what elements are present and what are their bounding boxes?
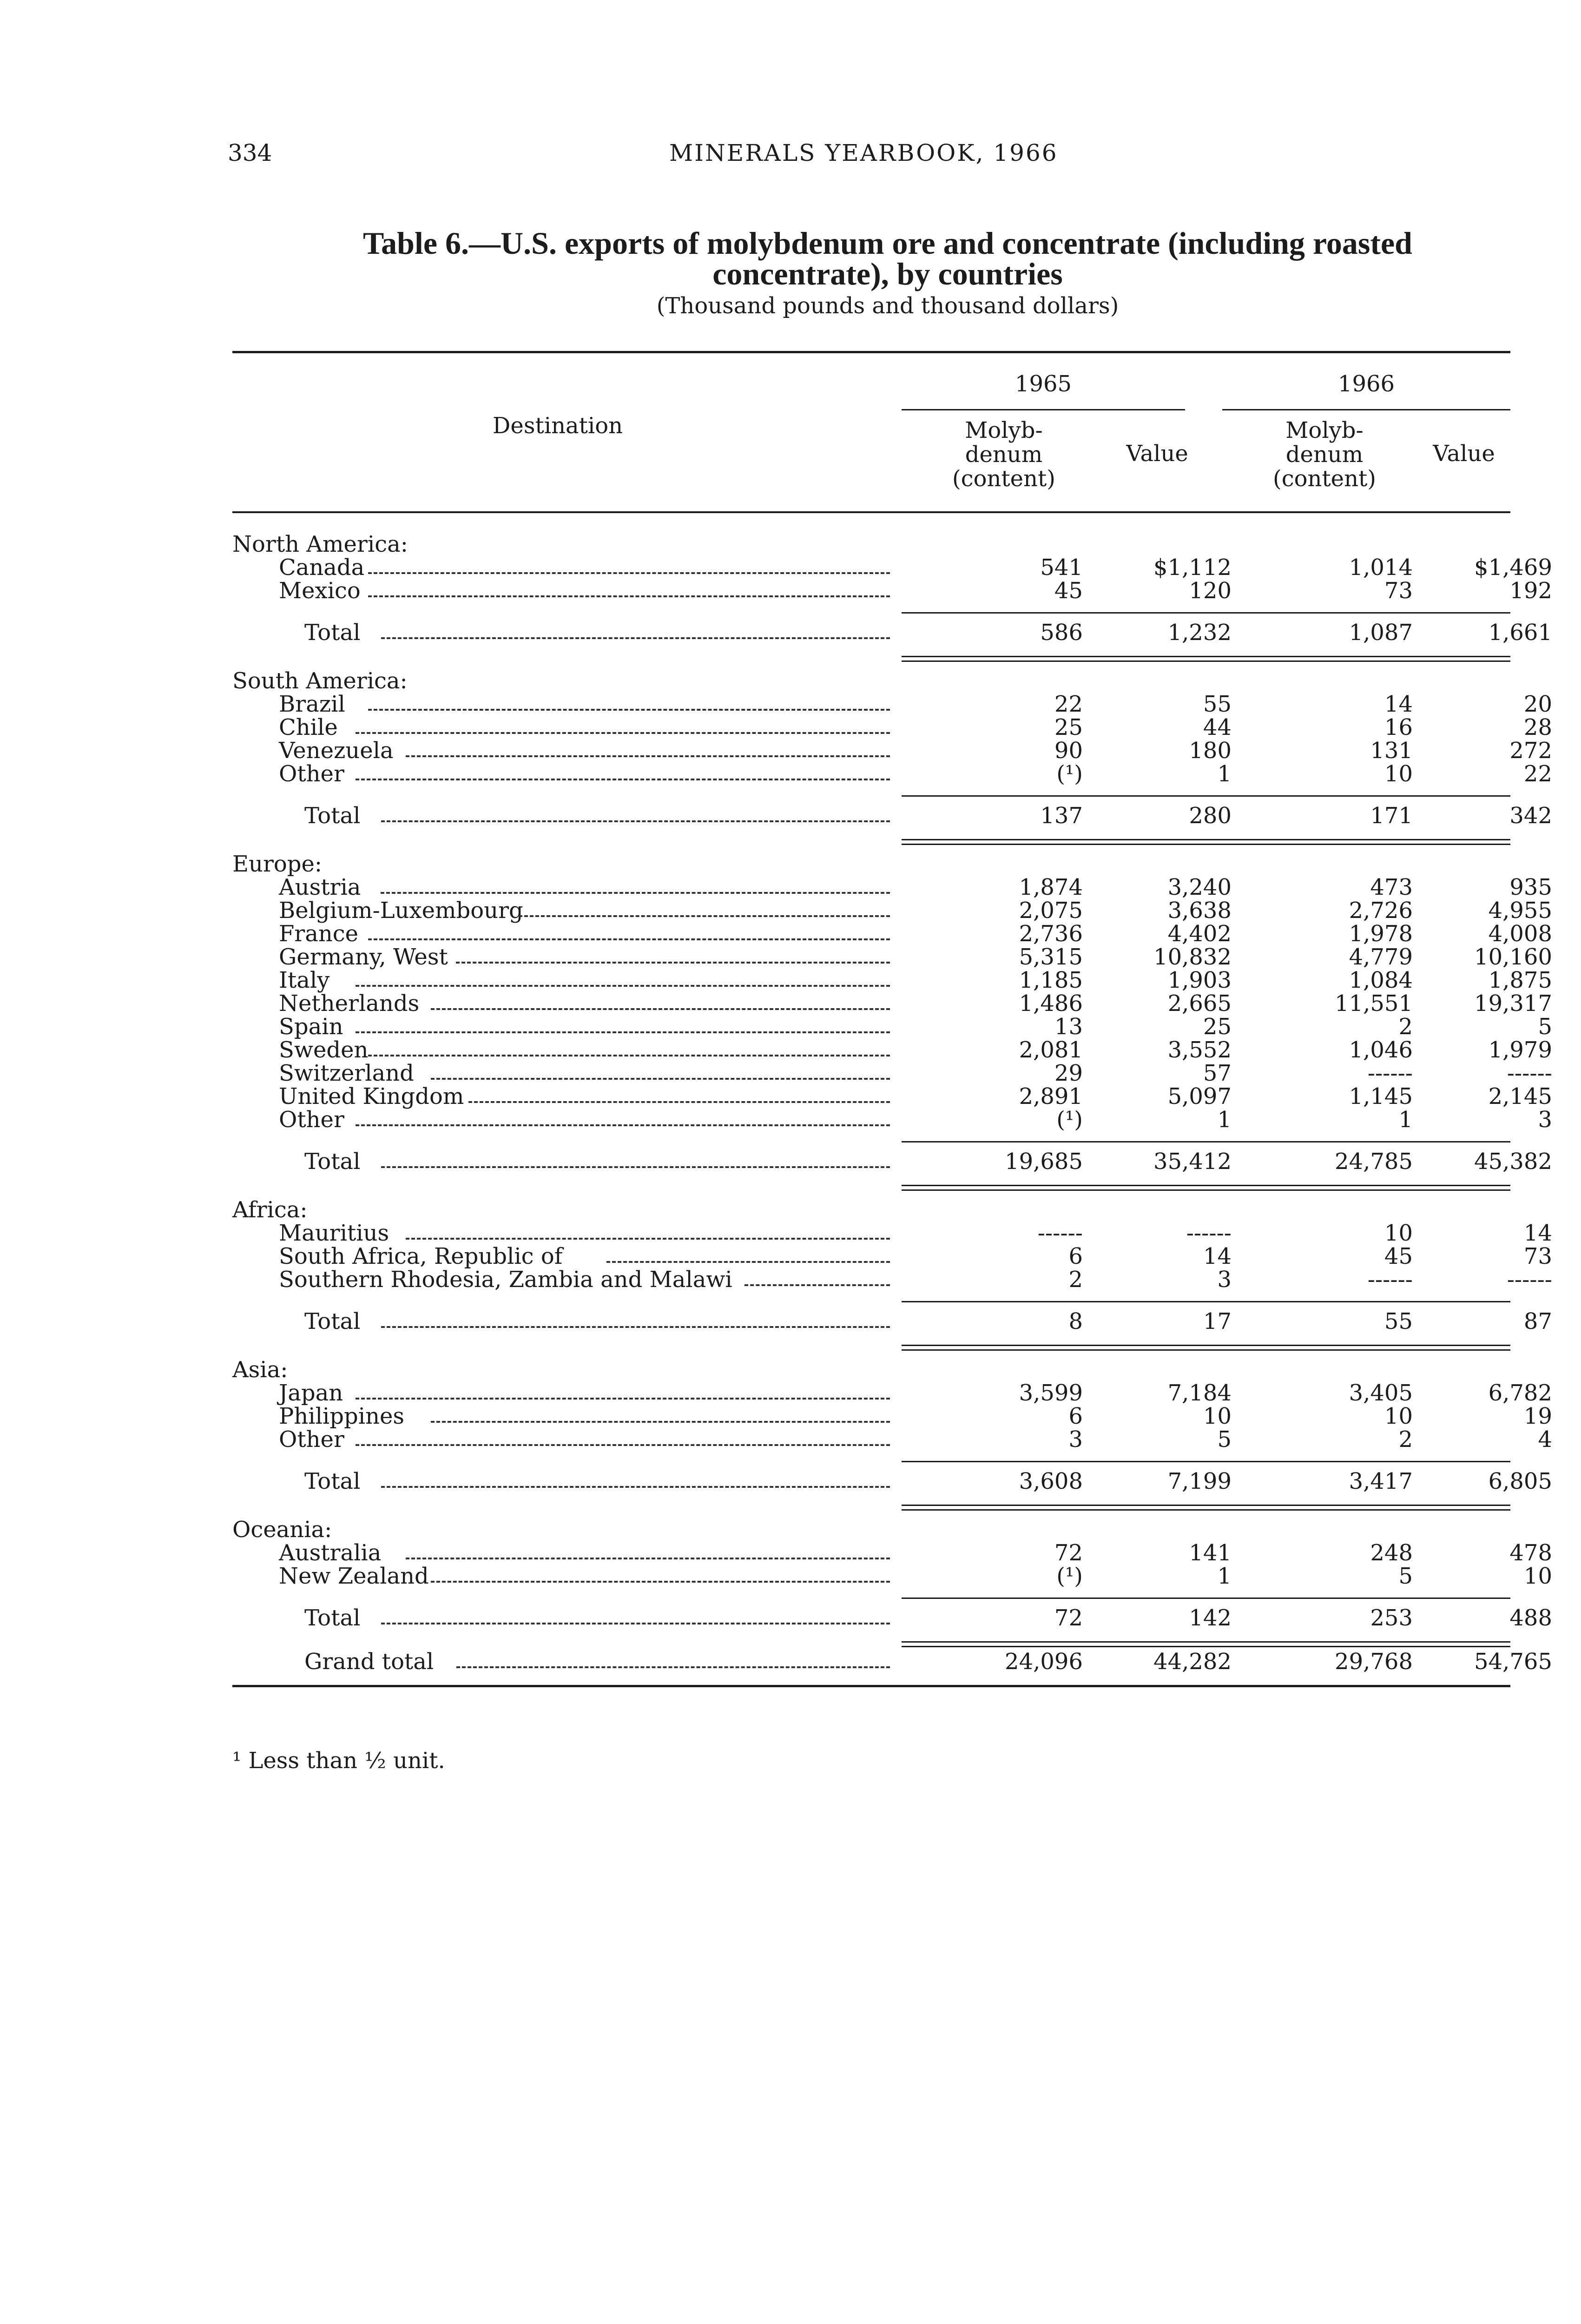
data-cell: ------ bbox=[1186, 1220, 1232, 1246]
data-cell: 2,665 bbox=[1167, 990, 1232, 1017]
total-label: Grand total bbox=[304, 1649, 434, 1675]
total-cell: 1,661 bbox=[1488, 620, 1552, 646]
row-label: Canada bbox=[279, 555, 365, 581]
row-label: Switzerland bbox=[279, 1060, 414, 1086]
section-double-rule bbox=[902, 839, 1510, 840]
data-cell: 3 bbox=[1538, 1107, 1552, 1133]
section-heading: Oceania: bbox=[232, 1517, 332, 1543]
data-cell: ------ bbox=[1507, 1267, 1552, 1293]
data-cell: 248 bbox=[1370, 1540, 1413, 1566]
total-cell: 6,805 bbox=[1488, 1468, 1552, 1494]
data-cell: 10 bbox=[1523, 1563, 1552, 1589]
data-cell: 2,145 bbox=[1488, 1083, 1552, 1109]
leader-dots bbox=[431, 1421, 890, 1423]
section-double-rule bbox=[902, 1509, 1510, 1511]
data-cell: 4,008 bbox=[1488, 921, 1552, 947]
total-cell: 87 bbox=[1523, 1308, 1552, 1334]
total-cell: 54,765 bbox=[1474, 1649, 1552, 1675]
data-cell: 28 bbox=[1523, 714, 1552, 740]
page-number: 334 bbox=[228, 139, 272, 166]
leader-dots bbox=[381, 1166, 890, 1168]
section-double-rule bbox=[902, 1505, 1510, 1506]
leader-dots bbox=[356, 1444, 890, 1446]
data-cell: 5,315 bbox=[1019, 944, 1083, 970]
total-cell: 7,199 bbox=[1167, 1468, 1232, 1494]
data-cell: 2,891 bbox=[1019, 1083, 1083, 1109]
leader-dots bbox=[744, 1284, 890, 1286]
total-cell: 142 bbox=[1189, 1605, 1232, 1631]
running-head bbox=[228, 139, 1074, 177]
data-cell: 2 bbox=[1398, 1014, 1413, 1040]
data-cell: 1,979 bbox=[1488, 1037, 1552, 1063]
total-cell: 24,096 bbox=[1005, 1649, 1083, 1675]
section-heading: North America: bbox=[232, 531, 408, 557]
year-1966-header: 1966 bbox=[1337, 371, 1395, 397]
total-cell: 8 bbox=[1068, 1308, 1083, 1334]
data-cell: 5 bbox=[1398, 1563, 1413, 1589]
data-cell: 141 bbox=[1189, 1540, 1232, 1566]
row-label: Chile bbox=[279, 714, 338, 740]
total-cell: 45,382 bbox=[1474, 1149, 1552, 1175]
data-cell: 22 bbox=[1054, 691, 1083, 717]
leader-dots bbox=[381, 820, 890, 822]
row-label: Japan bbox=[279, 1380, 343, 1406]
leader-dots bbox=[368, 572, 890, 574]
data-cell: 73 bbox=[1523, 1243, 1552, 1269]
leader-dots bbox=[368, 1055, 890, 1056]
total-cell: 24,785 bbox=[1335, 1149, 1413, 1175]
data-cell: 10 bbox=[1384, 1403, 1413, 1429]
section-double-rule bbox=[902, 660, 1510, 662]
row-label: Mexico bbox=[279, 578, 361, 604]
row-label: France bbox=[279, 921, 359, 947]
leader-dots bbox=[356, 1031, 890, 1033]
data-cell: ------ bbox=[1507, 1060, 1552, 1086]
data-cell: 10 bbox=[1384, 1220, 1413, 1246]
leader-dots bbox=[456, 1666, 890, 1668]
total-label: Total bbox=[304, 1605, 361, 1631]
data-cell: 45 bbox=[1054, 578, 1083, 604]
data-cell: 1,185 bbox=[1019, 967, 1083, 993]
total-cell: 44,282 bbox=[1153, 1649, 1232, 1675]
data-cell: 10,160 bbox=[1474, 944, 1552, 970]
total-cell: 1,087 bbox=[1349, 620, 1413, 646]
data-cell: 4,955 bbox=[1488, 898, 1552, 924]
leader-dots bbox=[381, 637, 890, 639]
row-label: Mauritius bbox=[279, 1220, 389, 1246]
leader-dots bbox=[468, 1101, 890, 1103]
row-label: New Zealand bbox=[279, 1563, 429, 1589]
section-double-rule bbox=[902, 1189, 1510, 1191]
data-cell: 11,551 bbox=[1335, 990, 1413, 1017]
leader-dots bbox=[381, 1486, 890, 1488]
data-cell: 10,832 bbox=[1153, 944, 1232, 970]
leader-dots bbox=[356, 732, 890, 734]
row-label: Belgium-Luxembourg bbox=[279, 898, 523, 924]
leader-dots bbox=[406, 1558, 890, 1559]
section-heading: Europe: bbox=[232, 851, 323, 877]
leader-dots bbox=[381, 1623, 890, 1624]
data-cell: 6 bbox=[1068, 1403, 1083, 1429]
total-cell: 1,232 bbox=[1167, 620, 1232, 646]
row-label: Other bbox=[279, 1426, 344, 1452]
data-cell: 3,599 bbox=[1019, 1380, 1083, 1406]
data-cell: 2,726 bbox=[1349, 898, 1413, 924]
data-cell: 1,903 bbox=[1167, 967, 1232, 993]
leader-dots bbox=[456, 962, 890, 964]
section-double-rule bbox=[902, 656, 1510, 657]
data-cell: 14 bbox=[1384, 691, 1413, 717]
moly-1966-header: Molyb- denum (content) bbox=[1272, 417, 1377, 492]
data-cell: 14 bbox=[1523, 1220, 1552, 1246]
total-cell: 55 bbox=[1384, 1308, 1413, 1334]
row-label: United Kingdom bbox=[279, 1083, 464, 1109]
total-cell: 29,768 bbox=[1335, 1649, 1413, 1675]
data-cell: 4 bbox=[1538, 1426, 1552, 1452]
total-cell: 3,608 bbox=[1019, 1468, 1083, 1494]
header-bottom-rule bbox=[232, 511, 1510, 513]
total-cell: 488 bbox=[1509, 1605, 1552, 1631]
data-cell: $1,112 bbox=[1153, 555, 1232, 581]
section-double-rule bbox=[902, 844, 1510, 845]
data-cell: 14 bbox=[1203, 1243, 1232, 1269]
total-cell: 3,417 bbox=[1349, 1468, 1413, 1494]
section-double-rule bbox=[902, 1349, 1510, 1351]
row-label: Austria bbox=[279, 874, 361, 900]
section-heading: Asia: bbox=[232, 1357, 288, 1383]
row-label: Brazil bbox=[279, 691, 345, 717]
data-cell: 478 bbox=[1509, 1540, 1552, 1566]
row-label: Spain bbox=[279, 1014, 343, 1040]
leader-dots bbox=[606, 1261, 890, 1263]
data-cell: 13 bbox=[1054, 1014, 1083, 1040]
data-cell: 19 bbox=[1523, 1403, 1552, 1429]
section-heading: South America: bbox=[232, 668, 408, 694]
leader-dots bbox=[431, 1008, 890, 1010]
data-cell: 45 bbox=[1384, 1243, 1413, 1269]
data-cell: 2 bbox=[1068, 1267, 1083, 1293]
leader-dots bbox=[381, 1326, 890, 1328]
data-cell: 192 bbox=[1509, 578, 1552, 604]
row-label: South Africa, Republic of bbox=[279, 1243, 563, 1269]
leader-dots bbox=[368, 709, 890, 711]
data-cell: 1,486 bbox=[1019, 990, 1083, 1017]
data-cell: 1,046 bbox=[1349, 1037, 1413, 1063]
data-cell: 1,875 bbox=[1488, 967, 1552, 993]
data-cell: 22 bbox=[1523, 761, 1552, 787]
data-cell: 541 bbox=[1040, 555, 1083, 581]
total-cell: 280 bbox=[1189, 803, 1232, 829]
data-cell: ------ bbox=[1037, 1220, 1083, 1246]
data-cell: 10 bbox=[1203, 1403, 1232, 1429]
leader-dots bbox=[431, 1581, 890, 1583]
data-cell: 3 bbox=[1068, 1426, 1083, 1452]
row-label: Sweden bbox=[279, 1037, 369, 1063]
data-cell: ------ bbox=[1367, 1060, 1413, 1086]
data-cell: 935 bbox=[1509, 874, 1552, 900]
data-cell: 55 bbox=[1203, 691, 1232, 717]
section-double-rule bbox=[902, 1345, 1510, 1346]
data-cell: 10 bbox=[1384, 761, 1413, 787]
data-cell: 57 bbox=[1203, 1060, 1232, 1086]
year-rule-1965 bbox=[902, 409, 1185, 410]
data-cell: (¹) bbox=[1056, 1107, 1083, 1133]
leader-dots bbox=[368, 595, 890, 597]
total-cell: 35,412 bbox=[1153, 1149, 1232, 1175]
total-label: Total bbox=[304, 1308, 361, 1334]
data-cell: 29 bbox=[1054, 1060, 1083, 1086]
data-cell: 4,402 bbox=[1167, 921, 1232, 947]
total-cell: 586 bbox=[1040, 620, 1083, 646]
data-cell: 1,874 bbox=[1019, 874, 1083, 900]
leader-dots bbox=[519, 915, 890, 917]
data-cell: 20 bbox=[1523, 691, 1552, 717]
row-label: Philippines bbox=[279, 1403, 405, 1429]
row-label: Other bbox=[279, 1107, 344, 1133]
data-cell: 131 bbox=[1370, 738, 1413, 764]
data-cell: 1,978 bbox=[1349, 921, 1413, 947]
subtotal-rule bbox=[902, 795, 1510, 797]
data-cell: 6 bbox=[1068, 1243, 1083, 1269]
data-cell: 3,240 bbox=[1167, 874, 1232, 900]
data-cell: 16 bbox=[1384, 714, 1413, 740]
data-cell: 19,317 bbox=[1474, 990, 1552, 1017]
subtotal-rule bbox=[902, 1141, 1510, 1142]
leader-dots bbox=[381, 892, 890, 894]
data-cell: 5 bbox=[1217, 1426, 1232, 1452]
row-label: Germany, West bbox=[279, 944, 448, 970]
data-cell: 90 bbox=[1054, 738, 1083, 764]
year-1965-header: 1965 bbox=[1014, 371, 1072, 397]
table-title: Table 6.—U.S. exports of molybdenum ore and concentrate (including roasted concentrate), by countries bbox=[363, 225, 1412, 291]
data-cell: 72 bbox=[1054, 1540, 1083, 1566]
total-cell: 17 bbox=[1203, 1308, 1232, 1334]
value-1966-header: Value bbox=[1433, 441, 1495, 467]
data-cell: (¹) bbox=[1056, 761, 1083, 787]
row-label: Netherlands bbox=[279, 990, 420, 1017]
table-subtitle: (Thousand pounds and thousand dollars) bbox=[656, 293, 1119, 319]
data-cell: 1 bbox=[1217, 1107, 1232, 1133]
row-label: Italy bbox=[279, 967, 330, 993]
leader-dots bbox=[406, 1238, 890, 1240]
data-cell: 1,145 bbox=[1349, 1083, 1413, 1109]
row-label: Venezuela bbox=[279, 738, 394, 764]
data-cell: 1 bbox=[1398, 1107, 1413, 1133]
data-cell: 1,084 bbox=[1349, 967, 1413, 993]
data-cell: 4,779 bbox=[1349, 944, 1413, 970]
subtotal-rule bbox=[902, 1301, 1510, 1302]
data-cell: 6,782 bbox=[1488, 1380, 1552, 1406]
leader-dots bbox=[356, 1398, 890, 1400]
leader-dots bbox=[356, 1124, 890, 1126]
destination-header: Destination bbox=[492, 413, 623, 439]
subtotal-rule bbox=[902, 612, 1510, 614]
data-cell: 2,736 bbox=[1019, 921, 1083, 947]
section-heading: Africa: bbox=[232, 1197, 308, 1223]
section-double-rule bbox=[902, 1646, 1510, 1647]
data-cell: ------ bbox=[1367, 1267, 1413, 1293]
section-double-rule bbox=[902, 1185, 1510, 1186]
data-cell: 7,184 bbox=[1167, 1380, 1232, 1406]
data-cell: 73 bbox=[1384, 578, 1413, 604]
subtotal-rule bbox=[902, 1598, 1510, 1599]
data-cell: 3,552 bbox=[1167, 1037, 1232, 1063]
data-cell: 180 bbox=[1189, 738, 1232, 764]
data-cell: 3 bbox=[1217, 1267, 1232, 1293]
data-cell: 5 bbox=[1538, 1014, 1552, 1040]
bottom-rule bbox=[232, 1685, 1510, 1687]
total-cell: 72 bbox=[1054, 1605, 1083, 1631]
data-cell: 25 bbox=[1054, 714, 1083, 740]
data-cell: 5,097 bbox=[1167, 1083, 1232, 1109]
leader-dots bbox=[431, 1078, 890, 1080]
leader-dots bbox=[356, 985, 890, 987]
moly-1965-header: Molyb- denum (content) bbox=[952, 417, 1056, 492]
total-label: Total bbox=[304, 1468, 361, 1494]
value-1965-header: Value bbox=[1126, 441, 1188, 467]
data-cell: 120 bbox=[1189, 578, 1232, 604]
leader-dots bbox=[406, 755, 890, 757]
total-cell: 253 bbox=[1370, 1605, 1413, 1631]
data-cell: 1 bbox=[1217, 1563, 1232, 1589]
data-cell: 1 bbox=[1217, 761, 1232, 787]
data-cell: 44 bbox=[1203, 714, 1232, 740]
section-double-rule bbox=[902, 1641, 1510, 1643]
data-cell: 25 bbox=[1203, 1014, 1232, 1040]
total-cell: 137 bbox=[1040, 803, 1083, 829]
leader-dots bbox=[356, 779, 890, 780]
data-cell: 3,638 bbox=[1167, 898, 1232, 924]
data-cell: $1,469 bbox=[1474, 555, 1552, 581]
total-cell: 171 bbox=[1370, 803, 1413, 829]
year-rule-1966 bbox=[1222, 409, 1510, 410]
row-label: Southern Rhodesia, Zambia and Malawi bbox=[279, 1267, 732, 1293]
data-cell: 473 bbox=[1370, 874, 1413, 900]
row-label: Australia bbox=[279, 1540, 382, 1566]
data-cell: 2 bbox=[1398, 1426, 1413, 1452]
leader-dots bbox=[368, 938, 890, 940]
data-cell: 2,075 bbox=[1019, 898, 1083, 924]
total-label: Total bbox=[304, 803, 361, 829]
total-label: Total bbox=[304, 1149, 361, 1175]
total-cell: 19,685 bbox=[1005, 1149, 1083, 1175]
data-cell: 2,081 bbox=[1019, 1037, 1083, 1063]
subtotal-rule bbox=[902, 1461, 1510, 1462]
top-rule bbox=[232, 351, 1510, 353]
data-cell: 3,405 bbox=[1349, 1380, 1413, 1406]
running-title: MINERALS YEARBOOK, 1966 bbox=[669, 139, 1058, 166]
total-cell: 342 bbox=[1509, 803, 1552, 829]
data-cell: 1,014 bbox=[1349, 555, 1413, 581]
data-cell: (¹) bbox=[1056, 1563, 1083, 1589]
total-label: Total bbox=[304, 620, 361, 646]
footnote: ¹ Less than ½ unit. bbox=[232, 1748, 445, 1774]
data-cell: 272 bbox=[1509, 738, 1552, 764]
row-label: Other bbox=[279, 761, 344, 787]
